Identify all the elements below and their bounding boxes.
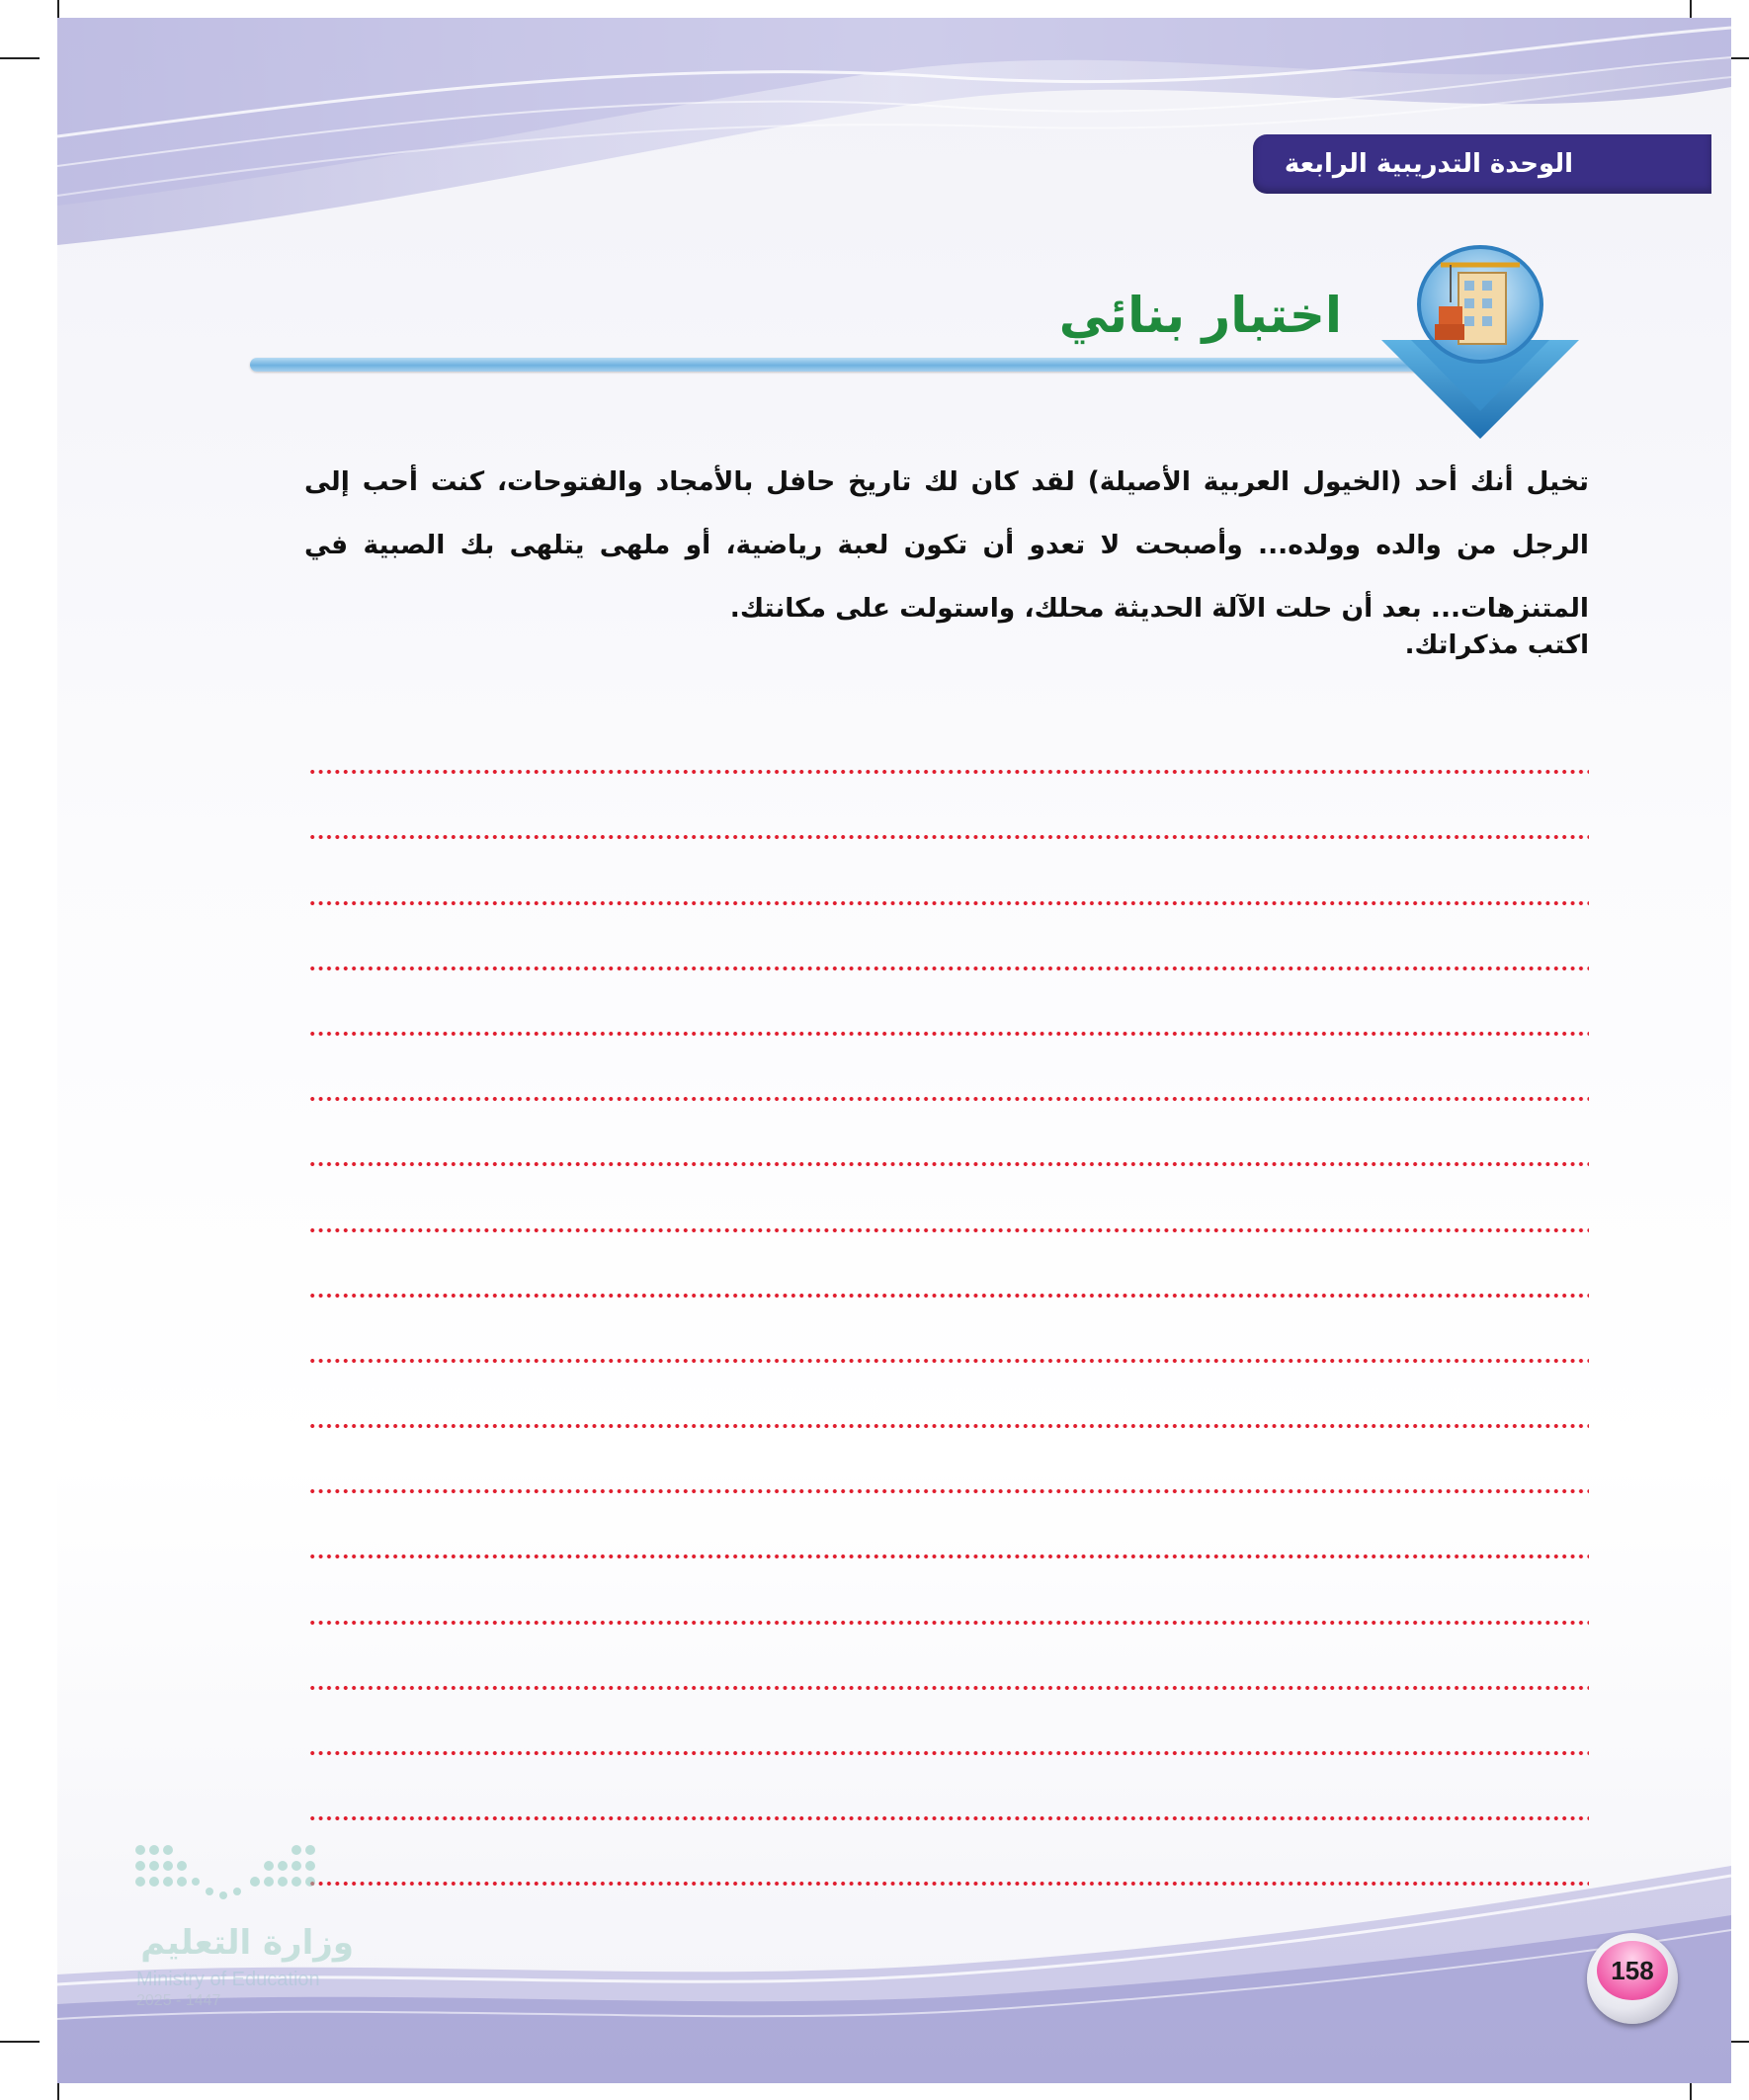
writing-line[interactable] bbox=[308, 1102, 1589, 1167]
page-number-badge bbox=[1587, 1933, 1678, 2024]
writing-line[interactable] bbox=[308, 971, 1589, 1037]
crop-mark bbox=[0, 57, 40, 59]
ministry-name-en: Ministry of Education bbox=[136, 1969, 320, 1990]
writing-instruction: اكتب مذكراتك. bbox=[1404, 630, 1589, 660]
page-number: 158 bbox=[1611, 1955, 1654, 1985]
ministry-name-ar: وزارة التعليم bbox=[140, 1923, 354, 1963]
edition-year: 2025 - 1447 bbox=[136, 1992, 221, 2009]
crop-mark bbox=[0, 2041, 40, 2043]
writing-line[interactable] bbox=[308, 1037, 1589, 1102]
title-underline bbox=[250, 358, 1535, 372]
writing-line[interactable] bbox=[308, 1429, 1589, 1494]
writing-line[interactable] bbox=[308, 1756, 1589, 1821]
writing-line[interactable] bbox=[308, 1691, 1589, 1756]
writing-line[interactable] bbox=[308, 840, 1589, 905]
ministry-logo-dots bbox=[97, 1836, 354, 1915]
workbook-page bbox=[57, 18, 1731, 2083]
writing-line[interactable] bbox=[308, 1626, 1589, 1691]
prompt-paragraph: تخيل أنك أحد (الخيول العربية الأصيلة) لقد كان لك تاريخ حافل بالأمجاد والفتوحات، كنت أحب إلى الرجل من والده وولده... وأصبحت لا تعدو أن تكون لعبة رياضية، أو ملهى يتلهى بك الصبية في المتنزهات... بعد أن حلت الآلة الحديثة محلك، واستولت على مكانتك. bbox=[304, 466, 1589, 624]
writing-line[interactable] bbox=[308, 906, 1589, 971]
unit-label: الوحدة التدريبية الرابعة bbox=[1284, 149, 1573, 179]
unit-label-tab bbox=[1253, 134, 1711, 194]
writing-line[interactable] bbox=[308, 1233, 1589, 1299]
section-title: اختبار بنائي bbox=[1058, 287, 1342, 344]
writing-line[interactable] bbox=[308, 775, 1589, 840]
ministry-logo bbox=[97, 1836, 374, 2034]
writing-line[interactable] bbox=[308, 710, 1589, 775]
writing-line[interactable] bbox=[308, 1364, 1589, 1429]
writing-line[interactable] bbox=[308, 1559, 1589, 1625]
writing-line[interactable] bbox=[308, 1299, 1589, 1364]
building-crane-icon bbox=[1372, 243, 1589, 441]
writing-line[interactable] bbox=[308, 1167, 1589, 1232]
writing-line[interactable] bbox=[308, 1494, 1589, 1559]
writing-area[interactable] bbox=[308, 710, 1589, 1887]
